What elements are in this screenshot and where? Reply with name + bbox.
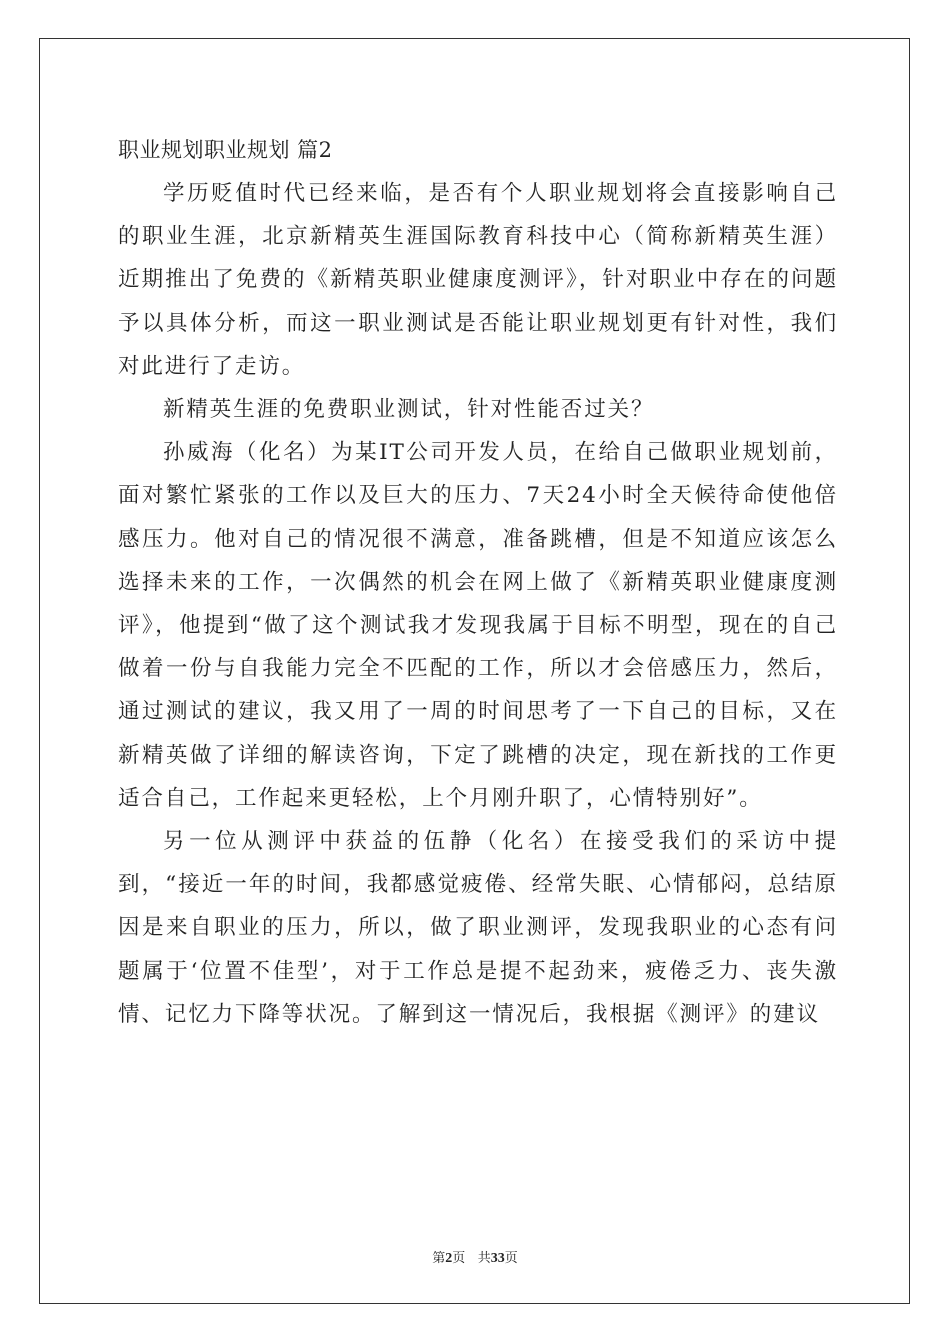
footer-separator: 共 — [465, 1251, 491, 1266]
paragraph-question: 新精英生涯的免费职业测试，针对性能否过关？ — [163, 397, 655, 423]
current-page-number: 2 — [445, 1251, 453, 1266]
section-heading: 职业规划职业规划 篇2 — [118, 138, 333, 162]
total-page-number: 33 — [490, 1251, 505, 1266]
paragraph-case-one: 孙威海（化名）为某IT公司开发人员，在给自己做职业规划前，面对繁忙紧张的工作以及巨大的压力、7天24小时全天候待命使他倍感压力。他对自己的情况很不满意，准备跳槽，但是不知道应该怎么选择未来的工作，一次偶然的机会在网上做了《新精英职业健康度测评》，他提到“做了这个测试我才发现我属于目标不明型，现在的自己做着一份与自我能力完全不匹配的工作，所以才会倍感压力，然后，通过测试的建议，我又用了一周的时间思考了一下自己的目标，又在新精英做了详细的解读咨询，下定了跳槽的决定，现在新找的工作更适合自己，工作起来更轻松，上个月刚升职了，心情特别好”。 — [118, 440, 838, 811]
footer-prefix: 第 — [432, 1251, 446, 1266]
footer-total-unit: 页 — [504, 1251, 518, 1266]
paragraph-intro: 学历贬值时代已经来临，是否有个人职业规划将会直接影响自己的职业生涯，北京新精英生涯国际教育科技中心（简称新精英生涯）近期推出了免费的《新精英职业健康度测评》，针对职业中存在的问题予以具体分析，而这一职业测试是否能让职业规划更有针对性，我们对此进行了走访。 — [118, 181, 838, 379]
document-body — [118, 128, 838, 1036]
footer-page-unit: 页 — [452, 1251, 466, 1266]
paragraph-case-two: 另一位从测评中获益的伍静（化名）在接受我们的采访中提到，“接近一年的时间，我都感觉疲倦、经常失眠、心情郁闷，总结原因是来自职业的压力，所以，做了职业测评，发现我职业的心态有问题属于‘位置不佳型’，对于工作总是提不起劲来，疲倦乏力、丧失激情、记忆力下降等状况。了解到这一情况后，我根据《测评》的建议 — [118, 829, 838, 1027]
page-footer — [0, 1247, 950, 1267]
